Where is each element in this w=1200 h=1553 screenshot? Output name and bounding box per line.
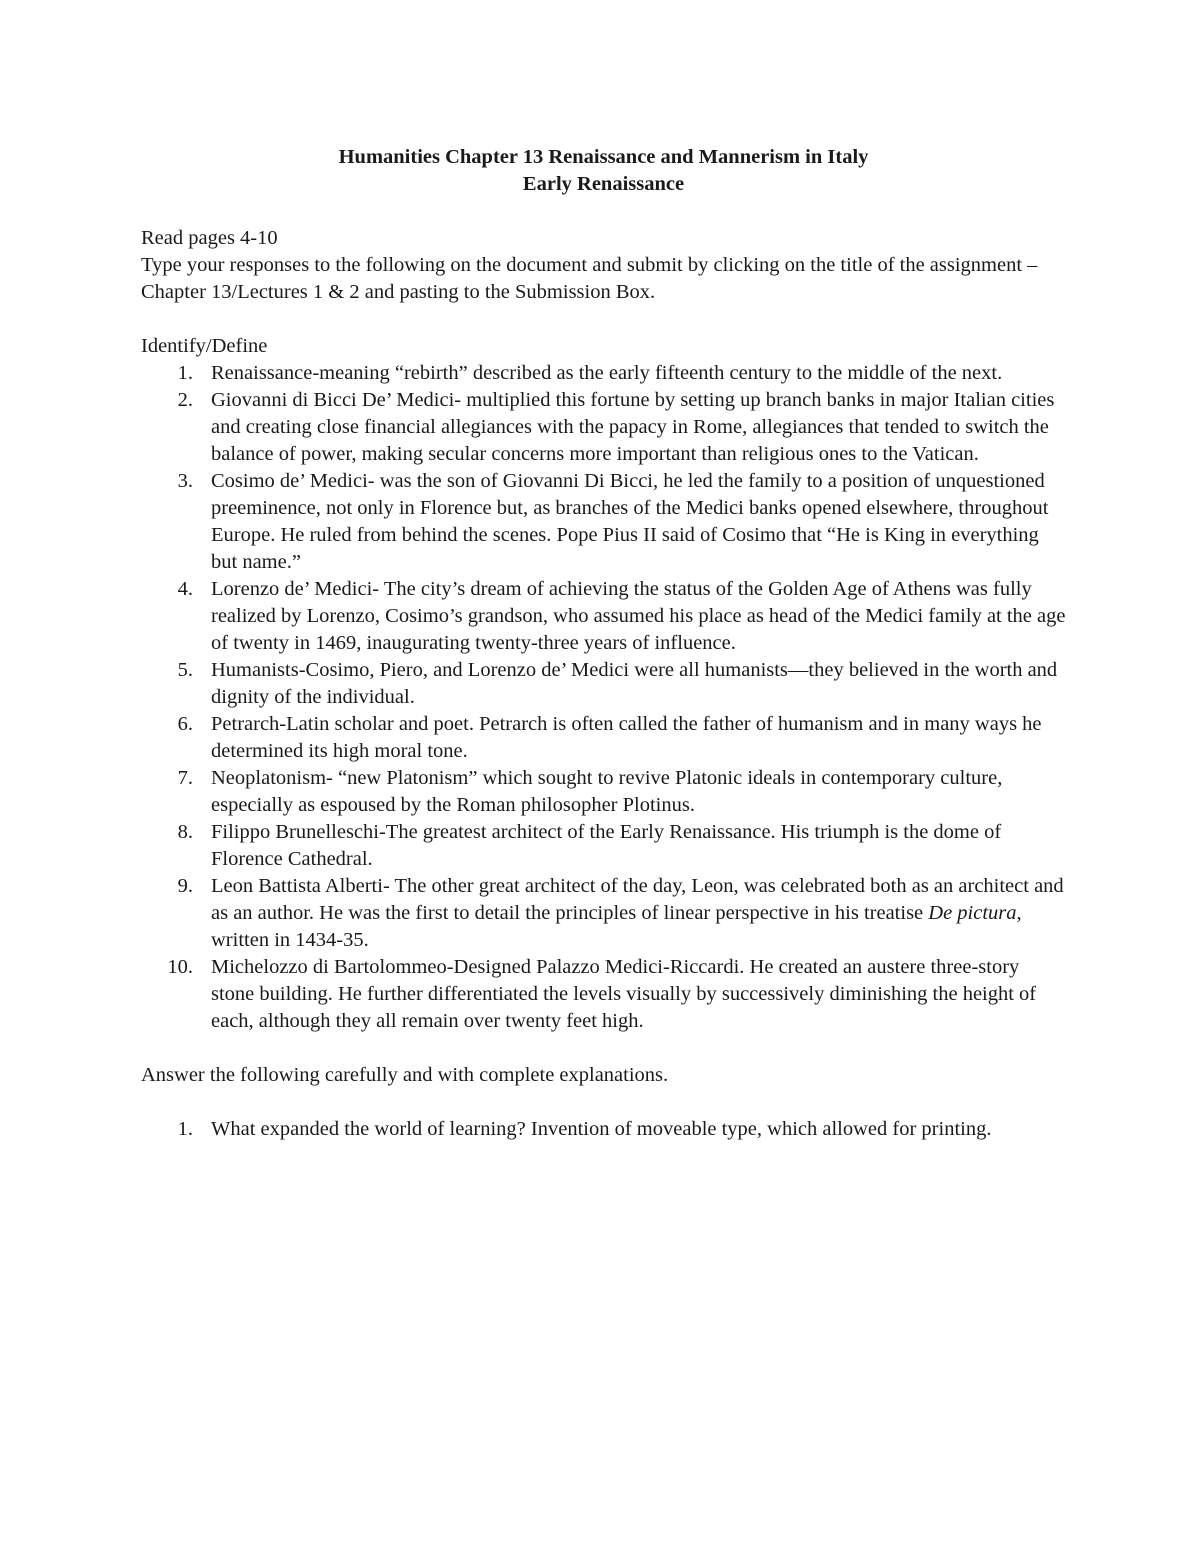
spacer (141, 198, 1066, 225)
list-number: 10. (167, 956, 193, 978)
list-number: 9. (177, 875, 193, 897)
list-number: 1. (177, 1118, 193, 1140)
list-item (141, 765, 1066, 819)
list-item-text: What expanded the world of learning? Invention of moveable type, which allowed for printing. (211, 1118, 992, 1140)
list-item-text-end: written in 1434-35. (211, 929, 369, 951)
list-item (141, 1116, 1066, 1143)
document-title: Humanities Chapter 13 Renaissance and Mannerism in Italy (338, 146, 869, 168)
answers-heading: Answer the following carefully and with complete explanations. (141, 1064, 669, 1086)
list-item (141, 360, 1066, 387)
list-number: 1. (177, 362, 193, 384)
document-body (141, 144, 1066, 1143)
list-item-text: Petrarch-Latin scholar and poet. Petrarch is often called the father of humanism and in many ways he determined its high moral tone. (211, 713, 1042, 762)
list-item-text: Michelozzo di Bartolommeo-Designed Palazzo Medici-Riccardi. He created an austere three-story stone building. He further differentiated the levels visually by successively diminishing the height of each, although they all remain over twenty feet high. (211, 956, 1037, 1032)
list-number: 5. (177, 659, 193, 681)
spacer (141, 306, 1066, 333)
list-item-text: Renaissance-meaning “rebirth” described as the early fifteenth century to the middle of the next. (211, 362, 1003, 384)
identify-list (141, 360, 1066, 1035)
document-subtitle: Early Renaissance (522, 173, 685, 195)
list-item-text: Leon Battista Alberti- The other great architect of the day, Leon, was celebrated both as an architect and as an author. He was the first to detail the principles of linear perspective in his treatise (211, 875, 1064, 924)
list-item-text: Neoplatonism- “new Platonism” which sought to revive Platonic ideals in contemporary culture, especially as espoused by the Roman philosopher Plotinus. (211, 767, 1003, 816)
spacer (141, 1035, 1066, 1062)
list-item (141, 387, 1066, 468)
list-item-text: Humanists-Cosimo, Piero, and Lorenzo de’ Medici were all humanists—they believed in the worth and dignity of the individual. (211, 659, 1058, 708)
spacer (141, 1089, 1066, 1116)
list-number: 3. (177, 470, 193, 492)
reading-instruction: Read pages 4-10 (141, 227, 278, 249)
treatise-title: De pictura, (928, 902, 1022, 924)
list-item (141, 954, 1066, 1035)
list-item-text: Giovanni di Bicci De’ Medici- multiplied this fortune by setting up branch banks in major Italian cities and creating close financial allegiances with the papacy in Rome, allegiances that tended to switch the balance of power, making secular concerns more important than religious ones to the Vatican. (211, 389, 1055, 465)
list-item-text: Filippo Brunelleschi-The greatest architect of the Early Renaissance. His triumph is the dome of Florence Cathedral. (211, 821, 1002, 870)
list-item (141, 873, 1066, 954)
list-item (141, 468, 1066, 576)
list-item (141, 576, 1066, 657)
answers-list (141, 1116, 1066, 1143)
identify-heading: Identify/Define (141, 335, 268, 357)
list-item (141, 819, 1066, 873)
list-number: 4. (177, 578, 193, 600)
list-item-text: Cosimo de’ Medici- was the son of Giovanni Di Bicci, he led the family to a position of unquestioned preeminence, not only in Florence but, as branches of the Medici banks opened elsewhere, throughout Europe. He ruled from behind the scenes. Pope Pius II said of Cosimo that “He is King in everything but name.” (211, 470, 1049, 573)
submission-instruction: Type your responses to the following on the document and submit by clicking on the title of the assignment – Chapter 13/Lectures 1 & 2 and pasting to the Submission Box. (141, 254, 1038, 303)
list-number: 7. (177, 767, 193, 789)
list-item (141, 657, 1066, 711)
list-item-text: Lorenzo de’ Medici- The city’s dream of achieving the status of the Golden Age of Athens was fully realized by Lorenzo, Cosimo’s grandson, who assumed his place as head of the Medici family at the age of twenty in 1469, inaugurating twenty-three years of influence. (211, 578, 1066, 654)
list-number: 2. (177, 389, 193, 411)
list-number: 6. (177, 713, 193, 735)
list-number: 8. (177, 821, 193, 843)
list-item (141, 711, 1066, 765)
